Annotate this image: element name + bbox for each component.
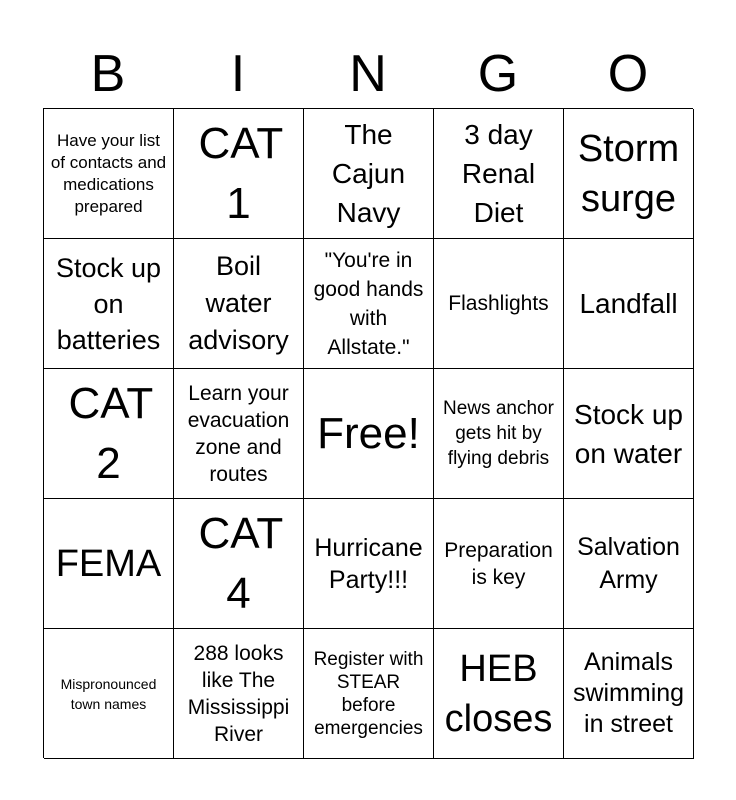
bingo-cell[interactable] — [564, 629, 694, 759]
header-letter-i: I — [230, 45, 246, 103]
bingo-cell[interactable] — [434, 239, 564, 369]
cell-text: Hurricane Party!!! — [314, 533, 423, 594]
cell-text: Salvation Army — [577, 532, 680, 594]
header-letter-b: B — [90, 45, 126, 103]
bingo-cell[interactable] — [174, 629, 304, 759]
bingo-cell[interactable] — [174, 499, 304, 629]
bingo-cell[interactable] — [564, 239, 694, 369]
header-letter-g: G — [477, 45, 519, 103]
bingo-board — [43, 108, 693, 758]
cell-text: Register with STEAR before emergencies — [313, 648, 424, 739]
cell-text: Stock up on batteries — [55, 252, 162, 355]
cell-text: Landfall — [579, 288, 678, 319]
cell-text: Boil water advisory — [188, 251, 289, 355]
cell-text: The Cajun Navy — [331, 119, 406, 228]
bingo-header — [43, 40, 693, 108]
cell-text: CAT 4 — [198, 508, 284, 618]
bingo-cell[interactable] — [44, 109, 174, 239]
cell-text: Learn your evacuation zone and routes — [187, 381, 290, 486]
bingo-cell[interactable] — [174, 109, 304, 239]
bingo-cell[interactable] — [434, 109, 564, 239]
bingo-cell[interactable] — [304, 109, 434, 239]
cell-text: 3 day Renal Diet — [461, 119, 536, 228]
cell-text: News anchor gets hit by flying debris — [443, 398, 554, 469]
bingo-cell[interactable] — [564, 109, 694, 239]
bingo-cell[interactable] — [44, 239, 174, 369]
header-letter-o: O — [607, 45, 649, 103]
bingo-cell[interactable] — [174, 239, 304, 369]
bingo-cell[interactable] — [434, 499, 564, 629]
cell-text: 288 looks like The Mississippi River — [187, 641, 290, 746]
cell-text: Free! — [317, 408, 420, 458]
cell-text: Mispronounced town names — [60, 675, 157, 712]
bingo-cell[interactable] — [44, 499, 174, 629]
cell-text: Animals swimming in street — [572, 648, 685, 738]
cell-text: HEB closes — [444, 647, 553, 740]
bingo-cell[interactable] — [304, 369, 434, 499]
cell-text: Have your list of contacts and medications prepared — [50, 130, 167, 216]
cell-text: Preparation is key — [444, 538, 553, 589]
bingo-cell[interactable] — [564, 369, 694, 499]
bingo-cell[interactable] — [304, 239, 434, 369]
bingo-cell[interactable] — [434, 629, 564, 759]
bingo-cell[interactable] — [304, 499, 434, 629]
header-letter-n: N — [349, 45, 387, 103]
cell-text: "You're in good hands with Allstate." — [313, 248, 424, 359]
cell-text: CAT 1 — [198, 118, 284, 228]
cell-text: CAT 2 — [68, 378, 154, 488]
cell-text: Flashlights — [448, 292, 549, 315]
bingo-cell[interactable] — [434, 369, 564, 499]
bingo-cell[interactable] — [564, 499, 694, 629]
bingo-cell[interactable] — [304, 629, 434, 759]
bingo-cell[interactable] — [44, 369, 174, 499]
bingo-cell[interactable] — [174, 369, 304, 499]
cell-text: Storm surge — [577, 127, 680, 220]
cell-text: Stock up on water — [574, 398, 683, 469]
bingo-cell[interactable] — [44, 629, 174, 759]
cell-text: FEMA — [55, 542, 162, 585]
